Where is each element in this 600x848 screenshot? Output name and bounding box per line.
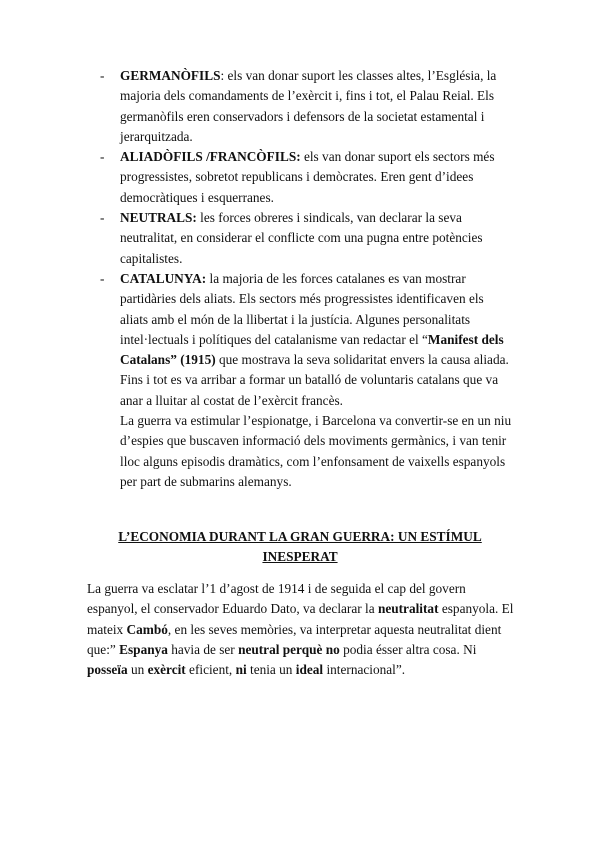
body-paragraph [87,579,517,680]
bullet-text: les forces obreres i sindicals, van declarar la seva neutralitat, en considerar el conflicte com una pugna entre potències capitalistes. [120,210,483,266]
para-bold: ni [235,662,247,678]
bullet-germanofils [100,66,512,147]
para-bold: neutralitat [377,601,439,617]
bullet-dash: - [100,270,105,286]
bullet-label: ALIADÒFILS /FRANCÒFILS: [120,149,301,165]
bullet-dash: - [100,68,105,83]
bullet-text: la majoria de les forces catalanes es van mostrar partidàries dels aliats. Els sectors més progressistes identificaven els aliats amb el món de la llibertat i la justícia. Algunes personalitats intel·lectuals i polítiques del catalanisme van redactar el “ [120,270,484,347]
para-text: espanyola. El mateix [87,601,514,637]
para-text: un [127,662,148,678]
para-text: , en les seves memòries, va interpretar aquesta neutralitat dient que:” [87,621,502,657]
bullet-aliadofils [100,147,512,208]
para-bold: posseïa [87,662,128,678]
bullet-text: que mostrava la seva solidaritat envers la causa aliada. Fins i tot es va arribar a formar un batalló de voluntaris catalans que va anar a lluitar al costat de l’exèrcit francès. [120,352,509,408]
bullet-list [100,66,512,492]
manifest-title: Manifest dels Catalans” (1915) [120,331,504,368]
bullet-label: NEUTRALS: [120,210,197,226]
bullet-label: GERMANÒFILS [120,68,221,83]
para-text: havia de ser [167,641,239,657]
bullet-dash: - [100,210,105,226]
para-bold: neutral perquè no [238,641,340,657]
para-bold: Espanya [119,641,168,657]
para-text: La guerra va esclatar l’1 d’agost de 1914 i de seguida el cap del govern espanyol, el conservador Eduardo Dato, va declarar la [87,581,466,617]
para-text: podia ésser altra cosa. Ni [339,641,477,657]
bullet-dash: - [100,149,105,165]
bullet-label: CATALUNYA: [120,270,207,286]
para-bold: Cambó [126,621,168,637]
para-bold: exèrcit [147,662,186,678]
continuation-paragraph: La guerra va estimular l’espionatge, i Barcelona va convertir-se en un niu d’espies que buscaven informació dels moviments germànics, i van tenir lloc alguns episodis dramàtics, com l’enfonsament de vaixells espanyols per part de submarins alemanys. [120,413,512,489]
section-heading: L’ECONOMIA DURANT LA GRAN GUERRA: UN ESTÍMUL INESPERAT [118,529,482,564]
bullet-text: els van donar suport els sectors més progressistes, sobretot republicans i demòcrates. Eren gent d’idees democràtiques i esquerranes. [120,149,495,205]
bullet-text: : els van donar suport les classes altes, l’Església, la majoria dels comandaments de l’exèrcit i, fins i tot, el Palau Reial. Els germanòfils eren conservadors i defensors de la societat estamental i jerarquitzada. [120,68,497,144]
para-text: eficient, [185,662,236,678]
para-text: tenia un [246,662,296,678]
para-bold: ideal [295,662,324,678]
para-text: internacional”. [323,662,406,678]
bullet-neutrals [100,208,512,269]
bullet-catalunya [100,269,512,411]
